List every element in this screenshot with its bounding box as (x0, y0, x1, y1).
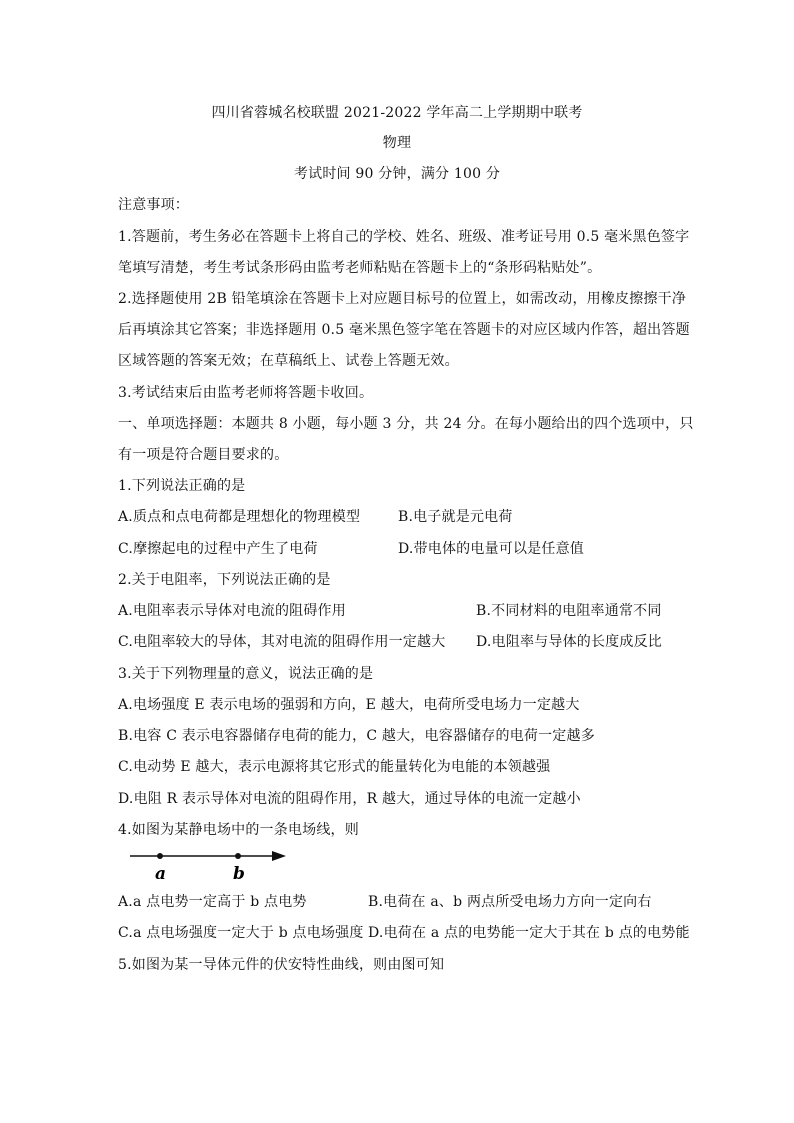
question-1-stem: 1.下列说法正确的是 (118, 478, 246, 494)
question-4-stem: 4.如图为某静电场中的一条电场线，则 (118, 822, 359, 838)
section-1-heading-line-1: 一、单项选择题：本题共 8 小题，每小题 3 分，共 24 分。在每小题给出的四个选项中，只 (118, 416, 694, 432)
question-1-option-b: B.电子就是元电荷 (398, 509, 513, 525)
question-4-option-b: B.电荷在 a、b 两点所受电场力方向一定向右 (368, 894, 652, 910)
electric-field-line-figure (126, 848, 296, 884)
question-1-option-c: C.摩擦起电的过程中产生了电荷 (118, 541, 318, 557)
question-3-option-b: B.电容 C 表示电容器储存电荷的能力，C 越大，电容器储存的电荷一定越多 (118, 728, 595, 744)
question-4-option-a: A.a 点电势一定高于 b 点电势 (118, 894, 307, 910)
point-a-label: a (155, 864, 167, 884)
question-5-stem: 5.如图为某一导体元件的伏安特性曲线，则由图可知 (118, 957, 445, 973)
notice-item-3: 3.考试结束后由监考老师将答题卡收回。 (118, 385, 374, 401)
notice-heading: 注意事项： (118, 197, 189, 213)
point-a-dot (157, 853, 163, 859)
question-3-stem: 3.关于下列物理量的意义，说法正确的是 (118, 666, 374, 682)
notice-item-2-line-1: 2.选择题使用 2B 铅笔填涂在答题卡上对应题目标号的位置上，如需改动，用橡皮擦擦干净 (118, 291, 687, 307)
field-line-diagram (126, 848, 296, 884)
question-2-option-a: A.电阻率表示导体对电流的阻碍作用 (118, 603, 346, 619)
question-2-option-d: D.电阻率与导体的长度成反比 (476, 634, 662, 650)
exam-title: 四川省蓉城名校联盟 2021-2022 学年高二上学期期中联考 (211, 105, 583, 121)
question-3-option-d: D.电阻 R 表示导体对电流的阻碍作用，R 越大，通过导体的电流一定越小 (118, 791, 581, 807)
question-1-option-d: D.带电体的电量可以是任意值 (398, 541, 584, 557)
question-1-option-a: A.质点和点电荷都是理想化的物理模型 (118, 509, 361, 525)
notice-item-2-line-3: 区域答题的答案无效；在草稿纸上、试卷上答题无效。 (118, 353, 459, 369)
notice-item-1-line-2: 笔填写清楚，考生考试条形码由监考老师粘贴在答题卡上的“条形码粘贴处”。 (118, 260, 602, 276)
point-b-label: b (233, 864, 245, 884)
field-line-arrowhead (272, 851, 286, 861)
question-2-option-c: C.电阻率较大的导体，其对电流的阻碍作用一定越大 (118, 634, 446, 650)
notice-item-1-line-1: 1.答题前，考生务必在答题卡上将自己的学校、姓名、班级、准考证号用 0.5 毫米黑色签字 (118, 229, 690, 245)
question-3-option-a: A.电场强度 E 表示电场的强弱和方向，E 越大，电荷所受电场力一定越大 (118, 697, 580, 713)
notice-item-2-line-2: 后再填涂其它答案；非选择题用 0.5 毫米黑色签字笔在答题卡的对应区域内作答，超出答题 (118, 322, 690, 338)
exam-time-info: 考试时间 90 分钟，满分 100 分 (293, 166, 501, 182)
question-3-option-c: C.电动势 E 越大，表示电源将其它形式的能量转化为电能的本领越强 (118, 759, 551, 775)
question-2-option-b: B.不同材料的电阻率通常不同 (476, 603, 662, 619)
section-1-heading-line-2: 有一项是符合题目要求的。 (118, 447, 289, 463)
question-4-option-d: D.电荷在 a 点的电势能一定大于其在 b 点的电势能 (368, 925, 690, 941)
question-2-stem: 2.关于电阻率，下列说法正确的是 (118, 572, 331, 588)
point-b-dot (235, 853, 241, 859)
question-4-option-c: C.a 点电场强度一定大于 b 点电场强度 (118, 925, 364, 941)
exam-subject: 物理 (382, 135, 412, 151)
